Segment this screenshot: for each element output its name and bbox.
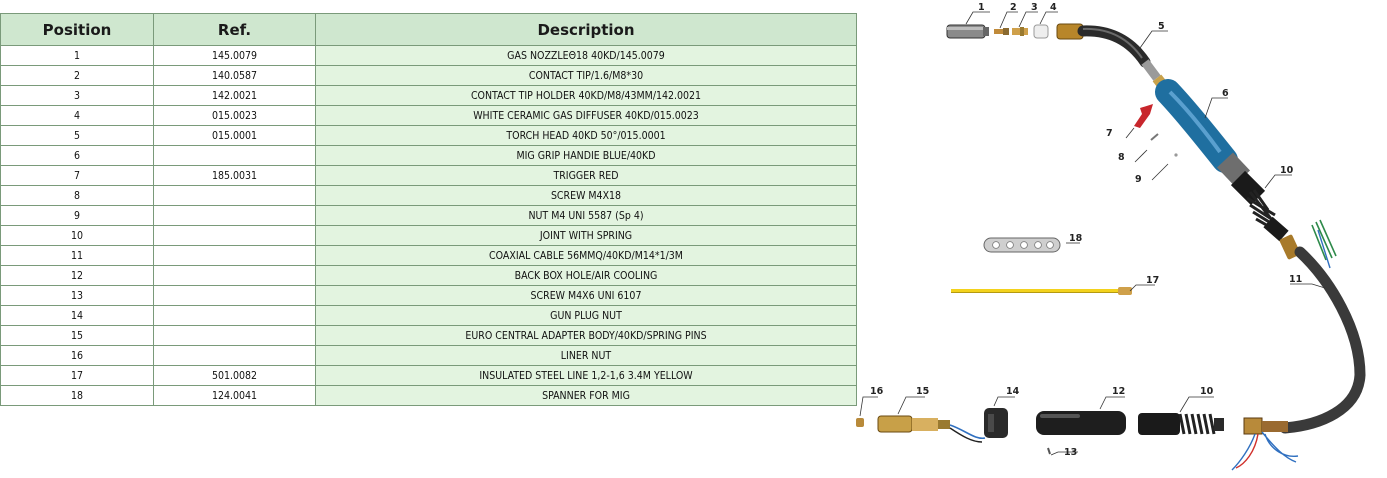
callout-15: 15 <box>916 386 930 397</box>
cell-position: 17 <box>1 366 154 386</box>
cell-description: GAS NOZZLEΘ18 40KD/145.0079 <box>316 46 857 66</box>
cell-ref: 185.0031 <box>154 166 316 186</box>
coaxial-cable-part <box>1232 220 1360 470</box>
table-row <box>1 246 857 266</box>
cell-position: 6 <box>1 146 154 166</box>
cell-description: BACK BOX HOLE/AIR COOLING <box>316 266 857 286</box>
callout-16: 16 <box>870 386 884 397</box>
cell-position: 9 <box>1 206 154 226</box>
cell-ref <box>154 266 316 286</box>
cell-description: WHITE CERAMIC GAS DIFFUSER 40KD/015.0023 <box>316 106 857 126</box>
cell-position: 15 <box>1 326 154 346</box>
cell-description: SCREW M4X6 UNI 6107 <box>316 286 857 306</box>
callout-7: 7 <box>1106 128 1113 139</box>
cell-position: 12 <box>1 266 154 286</box>
callout-12: 12 <box>1112 386 1126 397</box>
steel-liner-part <box>951 287 1132 295</box>
cell-position: 1 <box>1 46 154 66</box>
euro-adapter-part <box>878 416 985 442</box>
cell-ref <box>154 286 316 306</box>
cell-ref <box>154 246 316 266</box>
cell-description: EURO CENTRAL ADAPTER BODY/40KD/SPRING PINS <box>316 326 857 346</box>
cell-position: 5 <box>1 126 154 146</box>
table-row <box>1 86 857 106</box>
callout-17: 17 <box>1146 275 1160 286</box>
gas-diffuser-part <box>1034 25 1048 38</box>
table-row <box>1 106 857 126</box>
cell-ref <box>154 326 316 346</box>
callout-6: 6 <box>1222 88 1229 99</box>
table-row <box>1 206 857 226</box>
cell-ref: 015.0023 <box>154 106 316 126</box>
callout-10-upper: 10 <box>1280 165 1294 176</box>
cell-ref <box>154 306 316 326</box>
parts-table <box>0 13 857 406</box>
cell-description: COAXIAL CABLE 56MMQ/40KD/M14*1/3M <box>316 246 857 266</box>
cell-ref: 124.0041 <box>154 386 316 406</box>
cell-ref <box>154 146 316 166</box>
table-row <box>1 226 857 246</box>
parts-table-body <box>1 46 857 406</box>
callout-1: 1 <box>978 2 985 13</box>
cell-ref <box>154 226 316 246</box>
cell-description: LINER NUT <box>316 346 857 366</box>
cell-ref: 140.0587 <box>154 66 316 86</box>
cell-ref: 501.0082 <box>154 366 316 386</box>
cell-description: SPANNER FOR MIG <box>316 386 857 406</box>
grip-handle-part <box>1157 78 1242 178</box>
contact-tip-part <box>994 28 1009 35</box>
cell-position: 14 <box>1 306 154 326</box>
table-row <box>1 66 857 86</box>
back-box-part <box>1036 411 1126 435</box>
leader-lines <box>860 12 1325 455</box>
gas-nozzle-part <box>947 25 989 38</box>
callout-2: 2 <box>1010 2 1017 13</box>
parts-table-header <box>1 14 857 46</box>
cell-position: 13 <box>1 286 154 306</box>
cell-description: NUT M4 UNI 5587 (Sp 4) <box>316 206 857 226</box>
cell-position: 8 <box>1 186 154 206</box>
cell-position: 10 <box>1 226 154 246</box>
callout-14: 14 <box>1006 386 1020 397</box>
cell-ref: 145.0079 <box>154 46 316 66</box>
cell-description: CONTACT TIP/1.6/M8*30 <box>316 66 857 86</box>
cell-position: 16 <box>1 346 154 366</box>
cell-description: SCREW M4X18 <box>316 186 857 206</box>
table-row <box>1 286 857 306</box>
cell-description: CONTACT TIP HOLDER 40KD/M8/43MM/142.0021 <box>316 86 857 106</box>
trigger-part <box>1134 104 1153 128</box>
table-row <box>1 326 857 346</box>
cell-position: 11 <box>1 246 154 266</box>
callout-10-lower: 10 <box>1200 386 1214 397</box>
header-position: Position <box>1 14 154 46</box>
cell-ref <box>154 186 316 206</box>
table-row <box>1 186 857 206</box>
cell-description: JOINT WITH SPRING <box>316 226 857 246</box>
table-row <box>1 46 857 66</box>
cell-description: MIG GRIP HANDIE BLUE/40KD <box>316 146 857 166</box>
liner-nut-part <box>856 418 864 427</box>
screw-part <box>1151 134 1158 140</box>
joint-spring-upper <box>1238 178 1284 236</box>
spanner-part <box>984 238 1060 252</box>
cell-ref: 015.0001 <box>154 126 316 146</box>
table-row <box>1 366 857 386</box>
cell-position: 3 <box>1 86 154 106</box>
joint-spring-lower <box>1138 413 1224 435</box>
header-description: Description <box>316 14 857 46</box>
callout-5: 5 <box>1158 21 1165 32</box>
table-row <box>1 146 857 166</box>
callout-11: 11 <box>1289 274 1303 285</box>
cell-description: TRIGGER RED <box>316 166 857 186</box>
table-row <box>1 266 857 286</box>
table-row <box>1 346 857 366</box>
screw-small-part <box>1048 448 1050 454</box>
table-row <box>1 306 857 326</box>
cell-position: 18 <box>1 386 154 406</box>
cell-description: INSULATED STEEL LINE 1,2-1,6 3.4M YELLOW <box>316 366 857 386</box>
callout-18: 18 <box>1069 233 1083 244</box>
callout-4: 4 <box>1050 2 1057 13</box>
cell-position: 7 <box>1 166 154 186</box>
tip-holder-part <box>1012 27 1028 36</box>
cell-ref <box>154 206 316 226</box>
torch-head-part <box>1057 24 1157 78</box>
cell-description: GUN PLUG NUT <box>316 306 857 326</box>
cell-position: 2 <box>1 66 154 86</box>
callout-3: 3 <box>1031 2 1038 13</box>
cell-ref: 142.0021 <box>154 86 316 106</box>
cell-ref <box>154 346 316 366</box>
callout-8: 8 <box>1118 152 1125 163</box>
cell-description: TORCH HEAD 40KD 50°/015.0001 <box>316 126 857 146</box>
header-ref: Ref. <box>154 14 316 46</box>
callout-13: 13 <box>1064 447 1078 458</box>
callout-9: 9 <box>1135 174 1142 185</box>
exploded-torch-diagram <box>846 0 1387 478</box>
table-row <box>1 126 857 146</box>
cell-position: 4 <box>1 106 154 126</box>
nut-part <box>1174 153 1177 156</box>
table-row <box>1 386 857 406</box>
table-row <box>1 166 857 186</box>
gun-plug-nut-part <box>984 408 1008 438</box>
